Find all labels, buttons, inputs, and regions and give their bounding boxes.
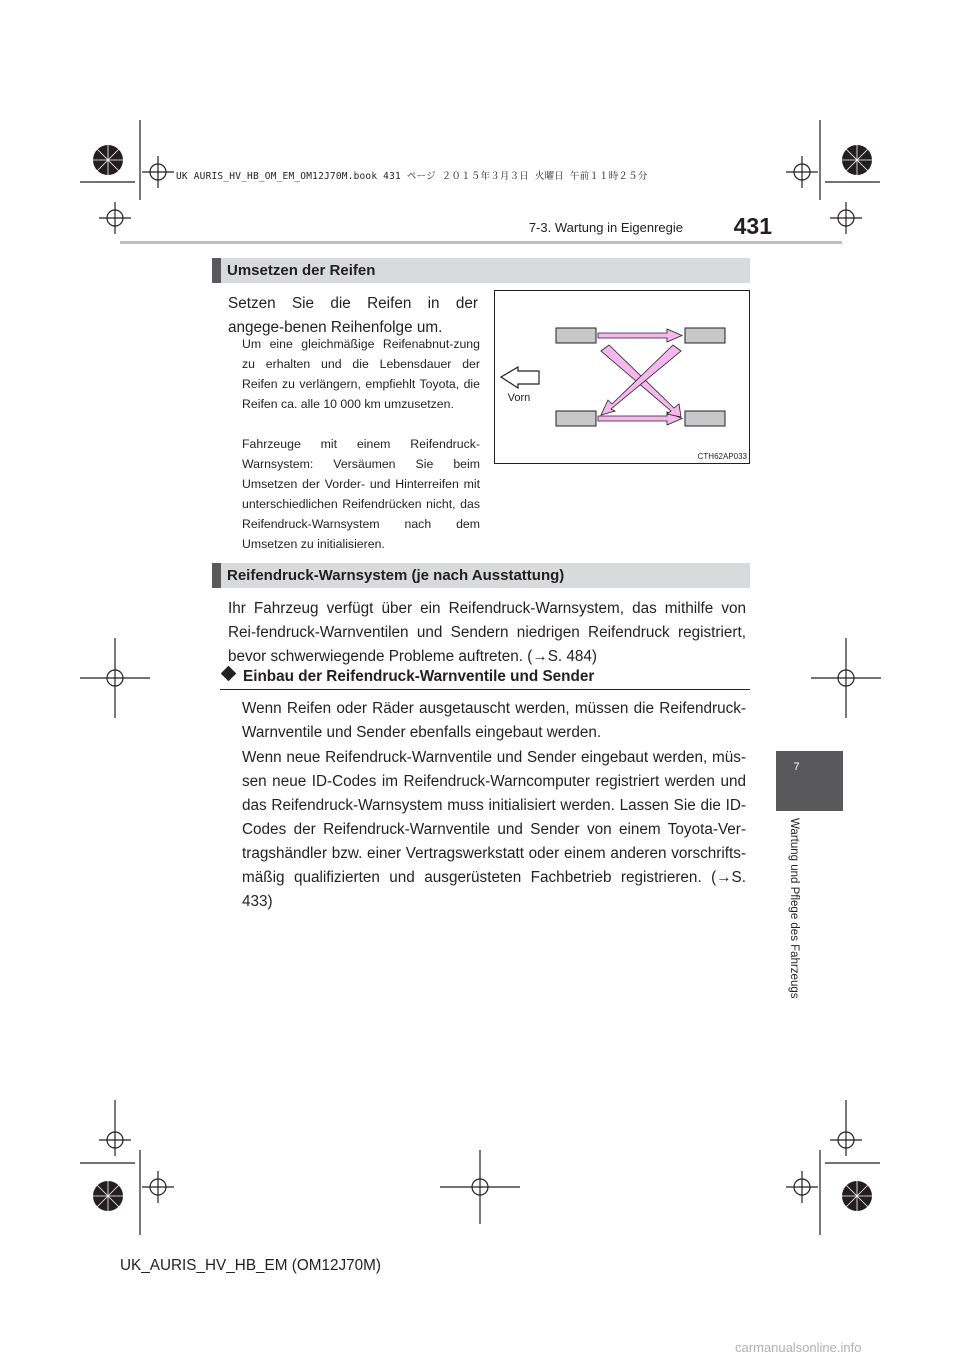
tire-rotation-note-2: Fahrzeuge mit einem Reifendruck-Warnsystem: Versäumen Sie beim Umsetzen der Vorder- und Hinterreifen mit unterschiedlichen Reifendrücken nicht, das Reifendruck-Warnsystem nach dem Umsetzen zu initialisieren. (242, 437, 480, 551)
book-file-info: UK AURIS_HV_HB_OM_EM_OM12J70M.book 431 ページ ２０１５年３月３日 火曜日 午前１１時２５分 (176, 171, 648, 182)
section-heading-tpms: Reifendruck-Warnsystem (je nach Ausstattung) (212, 563, 750, 588)
chapter-tab (776, 751, 843, 811)
tire-front-left (556, 328, 596, 343)
tire-front-right (685, 328, 725, 343)
diamond-bullet-icon (221, 666, 237, 682)
subsection-heading (220, 667, 750, 690)
chapter-side-title-text: Wartung und Pflege des Fahrzeugs (788, 818, 800, 999)
front-label: Vorn (507, 392, 531, 404)
footer-doc-id: UK_AURIS_HV_HB_EM (OM12J70M) (120, 1257, 381, 1274)
page-number: 431 (733, 213, 772, 239)
tire-rear-left (556, 411, 596, 426)
section-heading-tire-rotation: Umsetzen der Reifen (212, 258, 750, 283)
front-direction-arrow (501, 367, 539, 388)
tire-rotation-intro: Setzen Sie die Reifen in der angege-benen Reihenfolge um. (228, 295, 478, 336)
header-rule (120, 241, 842, 244)
running-header-section: 7-3. Wartung in Eigenregie (528, 220, 683, 235)
chapter-number: 7 (793, 761, 800, 773)
tire-rear-right (685, 411, 725, 426)
watermark: carmanualsonline.info (735, 1340, 862, 1355)
subsection-title: Einbau der Reifendruck-Warnventile und Sender (243, 668, 595, 685)
arrow-front-straight (598, 329, 682, 342)
tire-rotation-note-1: Um eine gleichmäßige Reifenabnut-zung zu erhalten und die Lebensdauer der Reifen zu verlängern, empfiehlt Toyota, die Reifen ca. alle 10 000 km umzusetzen. (242, 337, 480, 411)
tpms-intro: Ihr Fahrzeug verfügt über ein Reifendruck-Warnsystem, das mithilfe von Rei-fendruck-Warnventilen und Sendern niedrigen Reifendruck registriert, bevor schwerwiegende Probleme auftreten. (→S. 484) (228, 600, 746, 665)
figure-code: CTH62AP033 (697, 452, 747, 461)
subsection-paragraph-1: Wenn Reifen oder Räder ausgetauscht werden, müssen die Reifendruck-Warnventile und Sender ebenfalls eingebaut werden. (242, 700, 746, 741)
tire-rotation-figure (494, 290, 750, 464)
tire-rotation-diagram (495, 291, 749, 463)
subsection-paragraph-2: Wenn neue Reifendruck-Warnventile und Sender eingebaut werden, müs-sen neue ID-Codes im Reifendruck-Warncomputer registriert werden und das Reifendruck-Warnsystem muss initialisiert werden. Lassen Sie die ID-Codes der Reifendruck-Warnventile und Sender von einem Toyota-Ver-tragshändler bzw. einer Vertragswerkstatt oder einem anderen vorschrifts-mäßig qualifizierten und ausgerüsteten Fachbetrieb registrieren. (→S. 433) (242, 749, 746, 910)
